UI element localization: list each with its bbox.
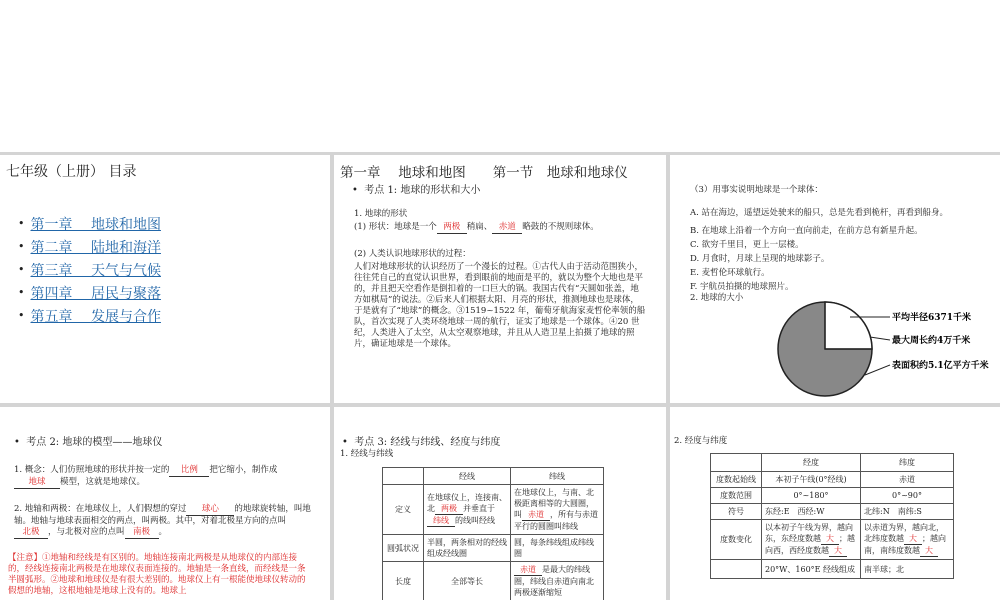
bullet-icon: • [18,240,25,253]
answer-blank: 大 [920,545,938,557]
slide-table-of-contents[interactable] [0,155,330,403]
key-point-title [14,433,162,448]
text: 稍扁、 [466,222,493,232]
text: 是最大的纬线圈，纬线自赤道向南北两极逐渐缩短 [514,565,594,597]
table-row [383,562,604,600]
toc-link[interactable]: 第一章 地球和地图 [30,217,161,233]
toc-list [18,213,161,328]
answer-blank: 纬线 [427,515,455,527]
bullet-icon: • [14,437,27,448]
table-cell: 0°~90° [861,488,954,504]
text: 2. 地轴和两极：在地球仪上，人们假想的穿过 [14,504,187,514]
text: 模型，这就是地球仪。 [60,477,146,487]
table-row [383,485,604,535]
leader-line [870,337,890,340]
toc-link[interactable]: 第五章 发展与合作 [30,309,161,325]
table-cell: 北纬:N 南纬:S [861,504,954,520]
note-paragraph: 【注意】①地轴和经线是有区别的。地轴连接南北两极是从地球仪的内部连接的，经线连接南北两极是在地球仪表面连接的。地轴是一条直线，而经线是一条半圆弧形。②地球和地球仪是有很大差别的。地球仪上有一根能使地球仪转动的假想的地轴，这根地轴是地球上没有的。地球上 [8,553,306,596]
table-header: 经线 [424,468,511,485]
text: ，所有与赤道平行的圆圈叫纬线 [514,510,598,531]
table-cell: 本初子午线(0°经线) [762,472,861,488]
key-point-text: 考点 3: 经线与纬线、经度与纬度 [354,437,501,448]
table-cell: 赤道 [861,472,954,488]
bullet-icon: • [18,286,25,299]
section-label: 2. 经度与纬度 [674,436,728,446]
toc-item-chapter-1[interactable] [18,213,161,236]
radius-label: 平均半径6371千米 [892,313,972,323]
answer-blank: 地球 [14,477,60,489]
table-cell: 20°W、160°E 经线组成 [762,560,861,579]
table-row [383,535,604,562]
slide-meridians-parallels[interactable] [334,407,666,600]
table-cell [711,560,762,579]
table-header: 经度 [762,454,861,472]
key-point-title [352,181,480,196]
table-cell: 东经:E 西经:W [762,504,861,520]
blank-header-area [0,0,1000,152]
table-cell [861,520,954,560]
circumference-label: 最大周长约4万千米 [892,336,971,346]
table-cell: 南半球；北 [861,560,954,579]
table-cell [711,454,762,472]
row-label: 定义 [383,485,424,535]
row-label: 度数起始线 [711,472,762,488]
text: 以本初子午线为界，越向东，东经度数越 [765,523,853,543]
table-row [711,472,954,488]
text: 把它缩小，制作成 [209,465,278,475]
option-item: A. 站在海边，遥望远处驶来的船只，总是先看到桅杆，再看到船身。 [690,208,949,218]
key-point-title [342,433,500,448]
text: 略鼓的不规则球体。 [522,222,599,232]
table-cell: 圆，每条纬线组成纬线圈 [511,535,604,562]
section-label: 2. 地球的大小 [690,293,744,303]
text: ，与北极对应的点叫 [48,527,125,537]
table-header: 纬线 [511,468,604,485]
shape-sentence [354,222,599,234]
toc-link[interactable]: 第二章 陆地和海洋 [30,240,161,256]
slide-longitude-latitude[interactable] [670,407,1000,600]
text: 并垂直于 [463,504,495,513]
options-list [690,206,948,294]
answer-blank: 球心 [186,504,234,516]
option-item: B. 在地球上沿着一个方向一直向前走，在前方总有新星升起。 [690,226,923,236]
slide-title: 七年级（上册） 目录 [6,164,137,180]
text: (1) 形状：地球是一个 [354,222,437,232]
row-label: 度数范围 [711,488,762,504]
text: 在地球仪上，与南、北极距离相等的大圆圈，叫 [514,488,594,519]
table-cell: 半圆，两条相对的经线组成经线圈 [424,535,511,562]
table-cell [424,485,511,535]
degree-table [710,453,954,579]
option-item: D. 月食时，月球上呈现的地球影子。 [690,254,830,264]
table-header-row [711,454,954,472]
concept-paragraph [14,465,314,489]
row-label: 符号 [711,504,762,520]
section-label: 1. 地球的形状 [354,209,408,219]
comparison-table [382,467,604,600]
table-cell: 0°~180° [762,488,861,504]
slide-globe-model[interactable] [0,407,330,600]
toc-item-chapter-3[interactable] [18,259,161,282]
answer-blank: 赤道 [492,222,522,234]
option-item: E. 麦哲伦环球航行。 [690,268,770,278]
earth-cutaway-quarter [825,302,872,349]
toc-item-chapter-2[interactable] [18,236,161,259]
answer-blank: 大 [829,545,847,557]
table-row [711,504,954,520]
table-row [711,488,954,504]
text: 以赤道为界，越向北，北纬度数越 [864,523,944,543]
text: ；越向南，南纬度数越 [864,534,946,555]
answer-blank: 大 [821,533,839,545]
table-cell [383,468,424,485]
slide-earth-size[interactable] [670,155,1000,403]
text: 。 [158,527,168,537]
text: 的线叫经线 [455,516,495,525]
text: 在地球仪上，连接南、北 [427,493,507,513]
table-header: 纬度 [861,454,954,472]
text: 1. 概念：人们仿照地球的形状并按一定的 [14,465,170,475]
table-cell [511,562,604,600]
slide-heading: 第一章 地球和地图 第一节 地球和地球仪 [340,165,628,181]
history-paragraph: 人们对地球形状的认识经历了一个漫长的过程。①古代人由于活动范围狭小，往往凭自己的直觉认识世界，看到眼前的地面是平的，就以为整个大地也是平的，并且把天空看作是倒扣着的一口巨大的锅。我国古代有“天圆如张盖，地方如棋局”的说法。②后来人们根据太阳、月亮的形状，推测地球也是球体，于是就有了“地球”的概念。③1519~1522 年，葡萄牙航海家麦哲伦率领的船队，首次实现了人类环绕地球一周的航行，证实了地球是一个球体。④20 世纪，人类进入了太空，从太空观察地球，并且从人造卫星上拍摄了地球的照片，确证地球是一个球体。 [354,262,646,349]
option-item: C. 欲穷千里目，更上一层楼。 [690,240,804,250]
table-row [711,560,954,579]
earth-cutaway-diagram [770,293,1000,403]
table-row [711,520,954,560]
toc-item-chapter-5[interactable] [18,305,161,328]
surface-area-label: 表面积约5.1亿平方千米 [892,361,989,371]
answer-blank: 赤道 [522,509,550,521]
toc-item-chapter-4[interactable] [18,282,161,305]
toc-link[interactable]: 第四章 居民与聚落 [30,286,161,302]
section-label: 1. 经线与纬线 [340,449,394,459]
table-cell [511,485,604,535]
question-text: （3）用事实说明地球是一个球体： [690,185,823,195]
row-label: 圆弧状况 [383,535,424,562]
toc-link[interactable]: 第三章 天气与气候 [30,263,161,279]
answer-blank: 赤道 [514,564,542,576]
answer-blank: 两极 [435,503,463,515]
section-label: (2) 人类认识地球形状的过程： [354,249,471,259]
answer-blank: 南极 [125,527,159,539]
text: 的地球旋转轴，叫地轴。地轴与地球表面相交的两点，叫两极。其中，对着北极星方向的点叫 [14,504,311,526]
slide-earth-shape[interactable] [334,155,666,403]
bullet-icon: • [18,217,25,230]
answer-blank: 比例 [169,465,209,477]
bullet-icon: • [342,437,355,448]
bullet-icon: • [352,185,365,196]
table-cell [762,520,861,560]
row-label: 长度 [383,562,424,600]
table-cell: 全部等长 [424,562,511,600]
axis-paragraph [14,504,314,539]
option-item: F. 宇航员拍摄的地球照片。 [690,282,794,292]
bullet-icon: • [18,263,25,276]
row-label: 度数变化 [711,520,762,560]
text: ；越向西，西经度数越 [765,534,855,555]
key-point-text: 考点 2: 地球的模型——地球仪 [26,437,163,448]
key-point-text: 考点 1: 地球的形状和大小 [364,185,481,196]
table-header-row [383,468,604,485]
answer-blank: 大 [904,533,922,545]
bullet-icon: • [18,309,25,322]
answer-blank: 两极 [437,222,467,234]
answer-blank: 北极 [14,527,48,539]
